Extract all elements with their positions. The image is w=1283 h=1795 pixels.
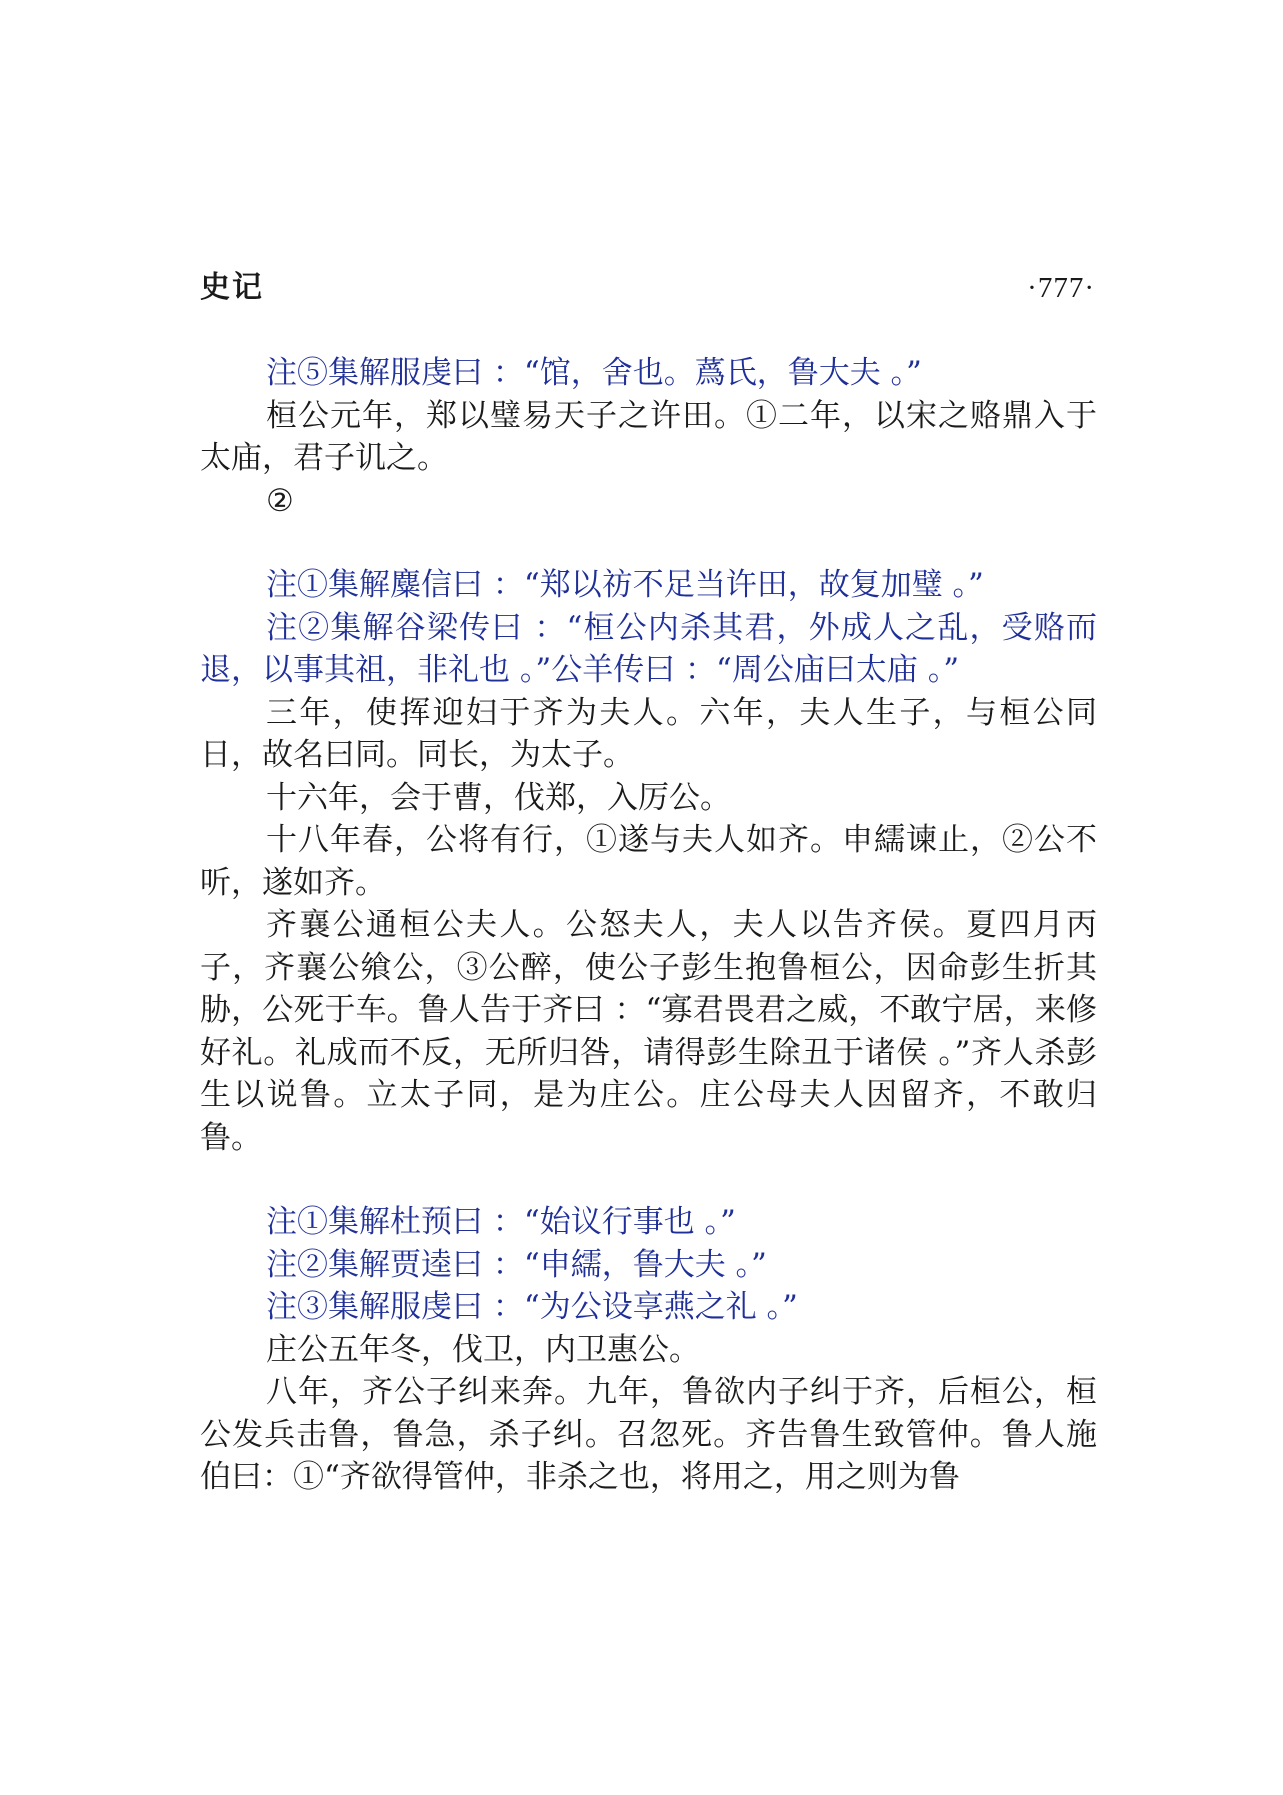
annotation-note: 注③集解服虔曰 ：“为公设享燕之礼 。”	[266, 1289, 798, 1325]
body-paragraph: ②	[266, 482, 294, 519]
body-paragraph: 八年，齐公子纠来奔。九年，鲁欲内子纠于齐，后桓公，桓公发兵击鲁，鲁急，杀子纠。召忽死。齐告鲁生致管仲。鲁人施伯曰：①“齐欲得管仲，非杀之也，将用之，用之则为鲁	[200, 1374, 1097, 1495]
paragraph-gap	[200, 522, 1097, 564]
annotation-note: 注②集解谷梁传曰 ：“桓公内杀其君，外成人之乱，受赂而退，以事其祖，非礼也 。”公羊传曰 ：“周公庙曰太庙 。”	[200, 609, 1097, 688]
body-text	[200, 352, 1097, 1499]
body-paragraph: 齐襄公通桓公夫人。公怒夫人，夫人以告齐侯。夏四月丙子，齐襄公飨公，③公醉，使公子彭生抱鲁桓公，因命彭生折其胁，公死于车。鲁人告于齐曰 ：“寡君畏君之威，不敢宁居，来修好礼。礼成而不反，无所归咎，请得彭生除丑于诸侯 。”齐人杀彭生以说鲁。立太子同，是为庄公。庄公母夫人因留齐，不敢归鲁。	[200, 907, 1097, 1156]
body-paragraph: 桓公元年，郑以璧易天子之许田。①二年，以宋之赂鼎入于太庙，君子讥之。	[200, 397, 1097, 476]
annotation-note: 注⑤集解服虔曰 ：“馆，舍也。蔿氏，鲁大夫 。”	[266, 355, 922, 391]
book-title: 史记	[200, 270, 264, 305]
body-paragraph: 庄公五年冬，伐卫，内卫惠公。	[266, 1331, 700, 1368]
page-number: ·777·	[1027, 272, 1095, 304]
body-paragraph: 十八年春，公将有行，①遂与夫人如齐。申繻谏止，②公不听，遂如齐。	[200, 822, 1097, 901]
document-page	[200, 268, 1097, 1499]
annotation-note: 注①集解杜预曰 ：“始议行事也 。”	[266, 1204, 736, 1240]
annotation-note: 注②集解贾逵曰 ：“申繻，鲁大夫 。”	[266, 1246, 767, 1283]
paragraph-gap	[200, 1159, 1097, 1201]
annotation-note: 注①集解麋信曰 ：“郑以祊不足当许田，故复加璧 。”	[266, 567, 984, 603]
page-header	[200, 268, 1097, 308]
body-paragraph: 三年，使挥迎妇于齐为夫人。六年，夫人生子，与桓公同日，故名曰同。同长，为太子。	[200, 694, 1097, 773]
body-paragraph: 十六年，会于曹，伐郑，入厉公。	[266, 779, 731, 816]
